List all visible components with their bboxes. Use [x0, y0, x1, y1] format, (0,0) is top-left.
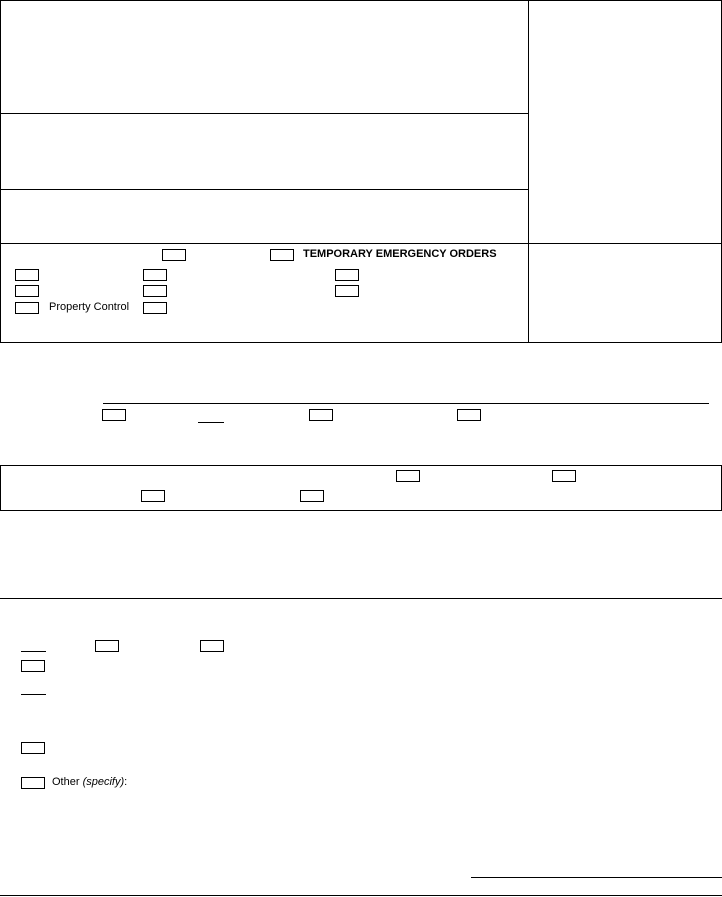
checkbox-order-r1c1[interactable]	[15, 269, 39, 281]
section-3-divider	[0, 598, 722, 599]
checkbox-notice-b[interactable]	[552, 470, 576, 482]
checkbox-section-1-b[interactable]	[309, 409, 333, 421]
checkbox-order-r1c3[interactable]	[335, 269, 359, 281]
section-1-fill-line[interactable]	[103, 403, 709, 404]
notice-box	[0, 465, 722, 511]
other-specify-text: (specify)	[82, 776, 125, 788]
other-label	[52, 776, 127, 789]
checkbox-order-r2c2[interactable]	[143, 285, 167, 297]
checkbox-order-r2c3[interactable]	[335, 285, 359, 297]
checkbox-other[interactable]	[21, 777, 45, 789]
checkbox-order-r2c1[interactable]	[15, 285, 39, 297]
property-control-label: Property Control	[49, 301, 130, 313]
checkbox-item-1-a[interactable]	[95, 640, 119, 652]
bottom-divider	[0, 895, 722, 896]
checkbox-item-1-b[interactable]	[200, 640, 224, 652]
checkbox-notice-c[interactable]	[141, 490, 165, 502]
checkbox-order-r1c2[interactable]	[143, 269, 167, 281]
other-colon: :	[124, 776, 128, 788]
checkbox-section-1-c[interactable]	[457, 409, 481, 421]
temporary-emergency-orders-label: TEMPORARY EMERGENCY ORDERS	[303, 248, 497, 260]
section-1-blank[interactable]	[198, 422, 224, 423]
checkbox-property-control[interactable]	[15, 302, 39, 314]
court-name-field[interactable]	[1, 114, 527, 188]
attorney-info-field[interactable]	[1, 1, 527, 112]
court-use-only-field[interactable]	[529, 1, 721, 242]
case-number-field[interactable]	[529, 244, 721, 342]
item-1-blank[interactable]	[21, 651, 46, 652]
checkbox-notice-d[interactable]	[300, 490, 324, 502]
party-names-field[interactable]	[1, 190, 527, 242]
other-text: Other	[52, 776, 80, 788]
checkbox-temporary-emergency-orders[interactable]	[270, 249, 294, 261]
checkbox-notice-a[interactable]	[396, 470, 420, 482]
checkbox-item-2[interactable]	[21, 660, 45, 672]
signature-line[interactable]	[471, 877, 722, 878]
checkbox-section-1-a[interactable]	[102, 409, 126, 421]
checkbox-order-r3c2[interactable]	[143, 302, 167, 314]
checkbox-case-type-a[interactable]	[162, 249, 186, 261]
item-3-blank[interactable]	[21, 694, 46, 695]
checkbox-item-4[interactable]	[21, 742, 45, 754]
